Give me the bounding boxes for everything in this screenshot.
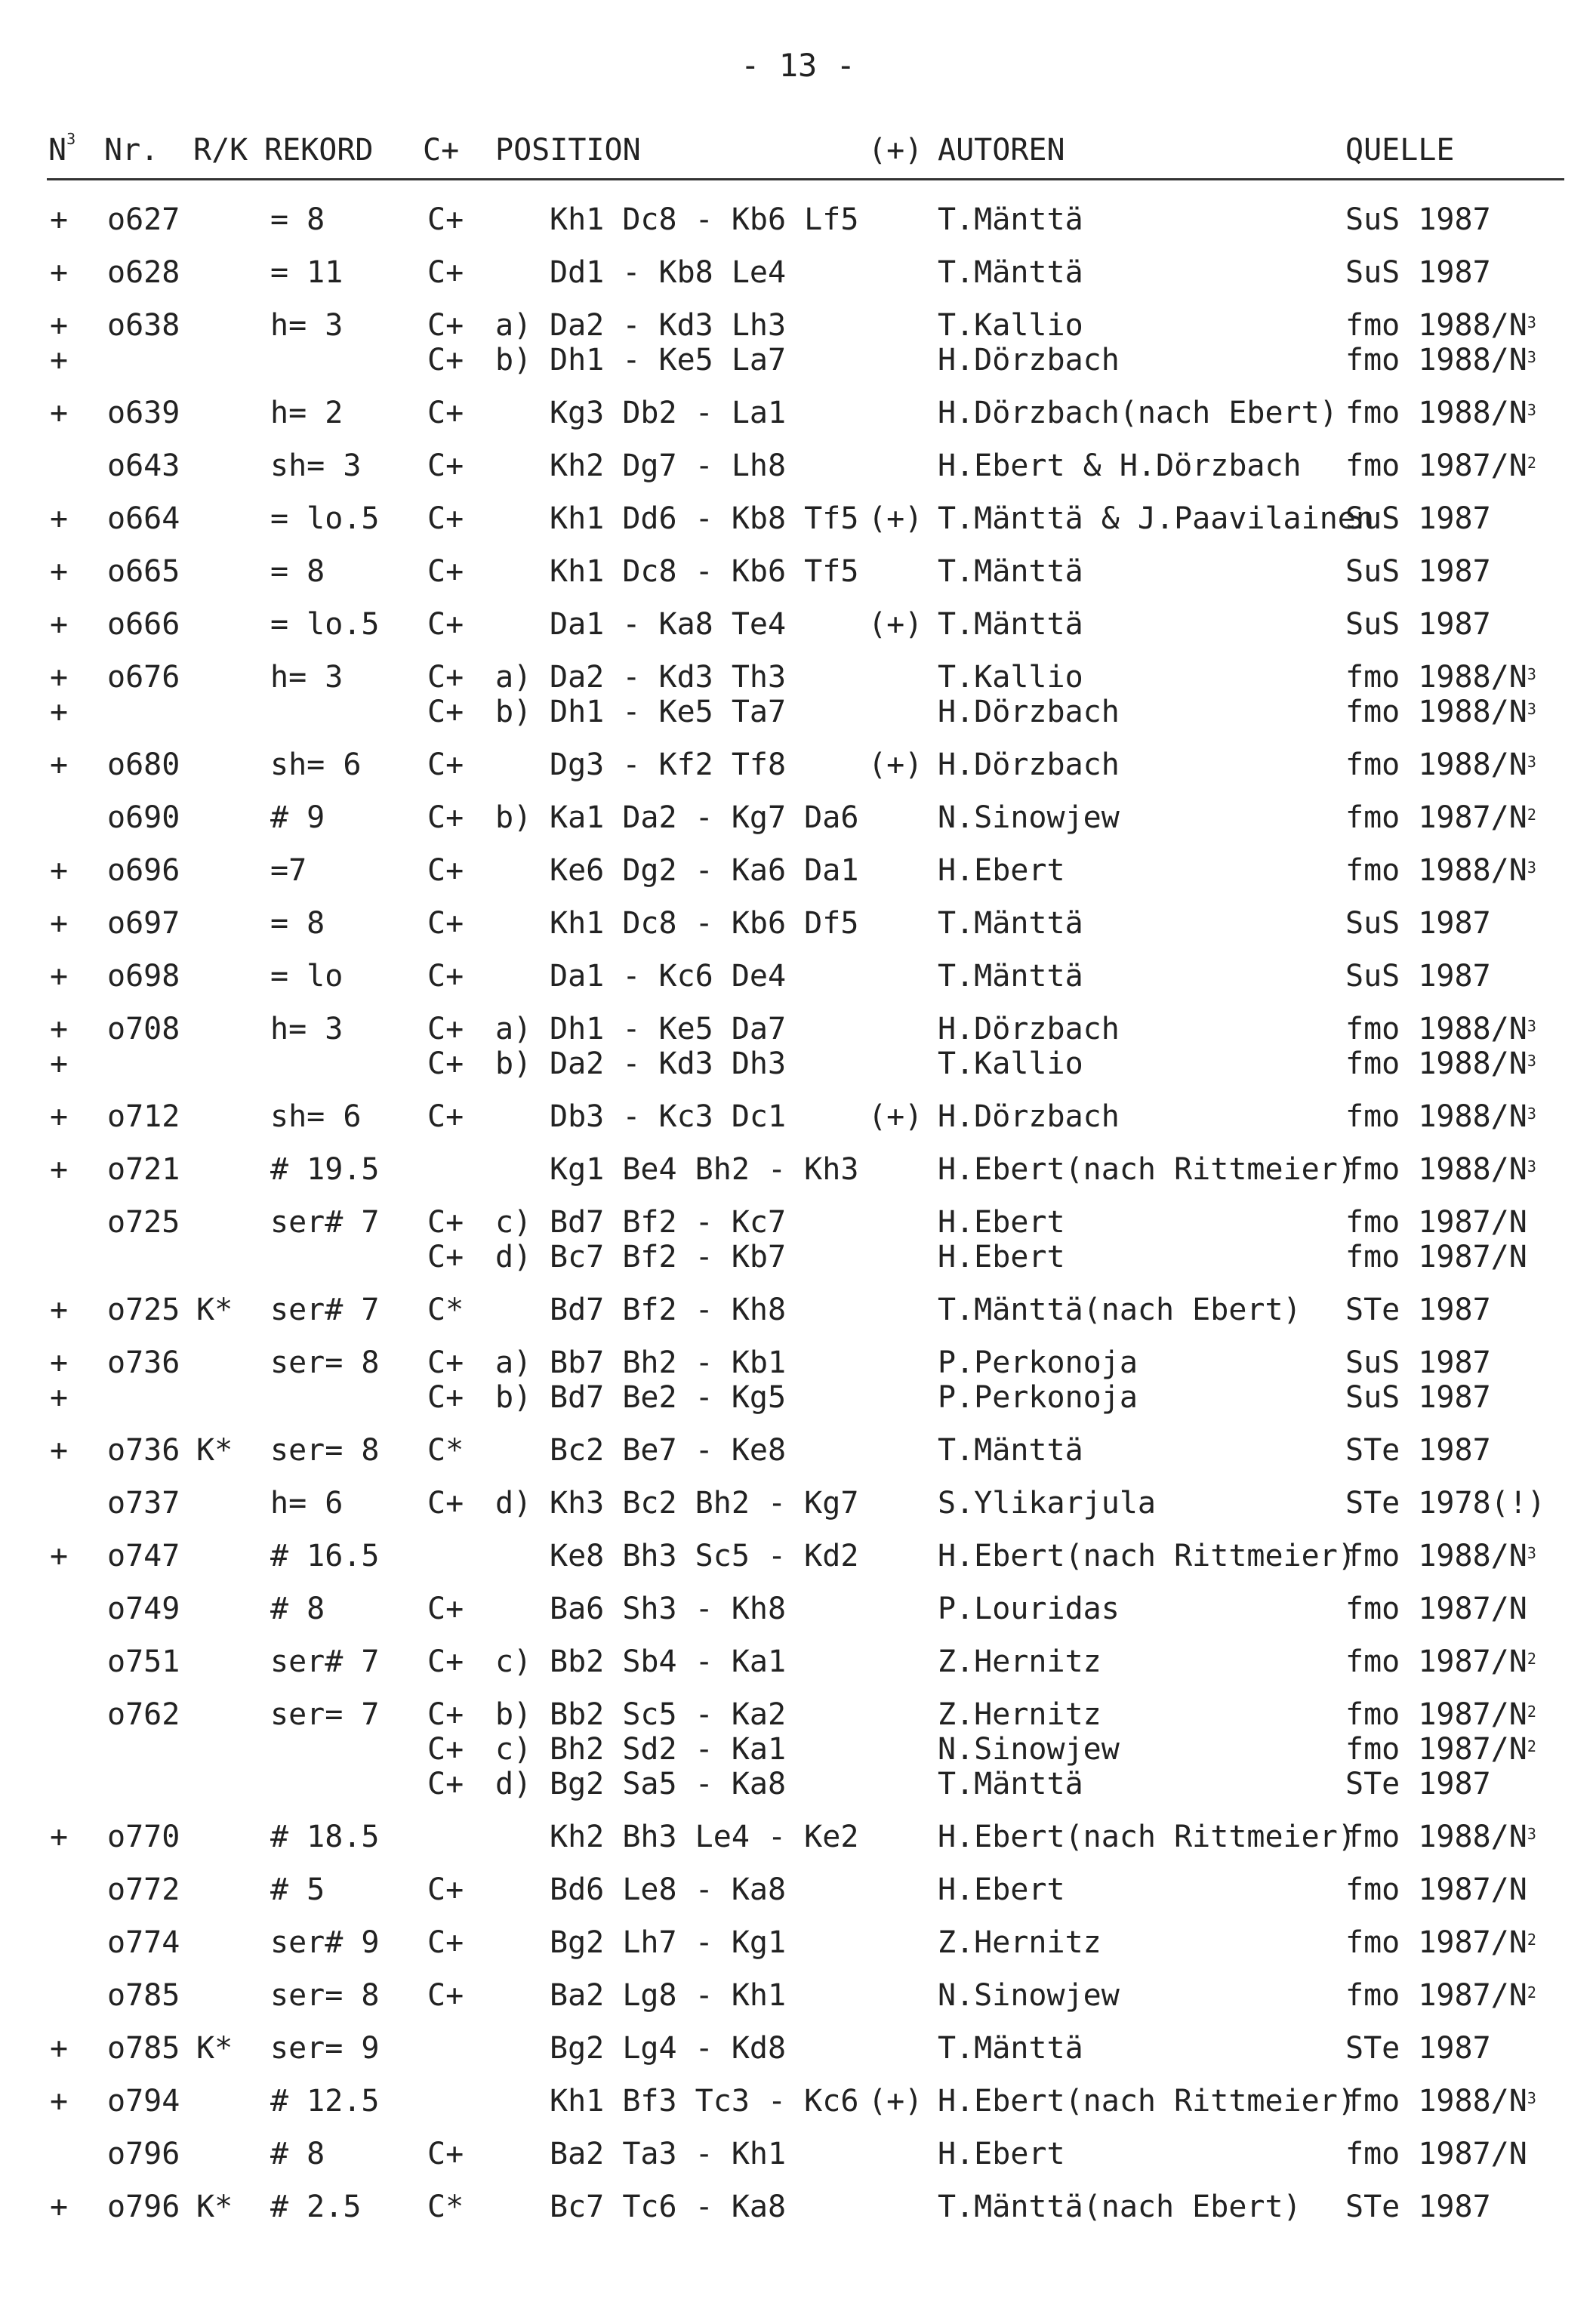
cell-nr: o747 (107, 1539, 180, 1573)
cell-rekord: # 9 (270, 800, 325, 835)
cell-cplus: C+ (427, 1767, 464, 1801)
cell-quelle: fmo $1988/N^3$ (1345, 695, 1536, 729)
cell-rekord: = 8 (270, 906, 325, 941)
cell-position: Ke8 Bh3 Sc5 - Kd2 (550, 1539, 859, 1573)
cell-nr: o725 (107, 1205, 180, 1240)
cell-plus: (+) (868, 1099, 923, 1134)
cell-cplus: C+ (427, 660, 464, 695)
cell-cplus: C* (427, 2190, 464, 2224)
cell-autoren: T.Mänttä(nach Ebert) (938, 1293, 1302, 1327)
cell-mark: + (50, 308, 69, 343)
cell-autoren: N.Sinowjew (938, 1732, 1120, 1767)
cell-mark: + (50, 1012, 69, 1046)
cell-cplus: C+ (427, 747, 464, 782)
cell-position: Bg2 Lg4 - Kd8 (550, 2031, 787, 2066)
cell-autoren: H.Ebert (938, 1240, 1065, 1274)
cell-mark: + (50, 1380, 69, 1415)
cell-nr: o696 (107, 853, 180, 888)
cell-nr: o762 (107, 1697, 180, 1732)
cell-autoren: H.Ebert(nach Rittmeier) (938, 2084, 1356, 2119)
cell-autoren: H.Dörzbach(nach Ebert) (938, 396, 1338, 430)
cell-cplus: C+ (427, 800, 464, 835)
cell-rekord: = lo (270, 959, 344, 994)
page-number: - 13 - (741, 47, 855, 84)
cell-cplus: C+ (427, 343, 464, 378)
cell-nr: o643 (107, 448, 180, 483)
cell-autoren: H.Dörzbach (938, 747, 1120, 782)
cell-rekord: # 18.5 (270, 1820, 380, 1854)
cell-rekord: h= 2 (270, 396, 344, 430)
cell-rekord: # 12.5 (270, 2084, 380, 2119)
cell-quelle: fmo $1988/N^3$ (1345, 747, 1536, 782)
cell-autoren: H.Ebert (938, 853, 1065, 888)
cell-position: Kh3 Bc2 Bh2 - Kg7 (550, 1486, 859, 1521)
cell-rekord: = lo.5 (270, 501, 380, 536)
cell-quelle: fmo $1988/N^3$ (1345, 1099, 1536, 1134)
cell-autoren: H.Ebert (938, 2137, 1065, 2171)
cell-position: Dg3 - Kf2 Tf8 (550, 747, 787, 782)
cell-variant: b) (495, 1697, 532, 1732)
cell-nr: o721 (107, 1152, 180, 1187)
cell-cplus: C+ (427, 554, 464, 589)
cell-quelle: fmo $1987/N^2$ (1345, 1732, 1536, 1767)
cell-autoren: T.Mänttä(nach Ebert) (938, 2190, 1302, 2224)
cell-variant: b) (495, 695, 532, 729)
cell-quelle: SuS 1987 (1345, 202, 1491, 237)
cell-cplus: C+ (427, 202, 464, 237)
cell-autoren: T.Mänttä (938, 202, 1083, 237)
cell-mark: + (50, 2031, 69, 2066)
cell-mark: + (50, 202, 69, 237)
cell-quelle: SuS 1987 (1345, 607, 1491, 642)
cell-cplus: C+ (427, 1240, 464, 1274)
cell-quelle: fmo $1987/N^2$ (1345, 800, 1536, 835)
cell-autoren: T.Mänttä & J.Paavilainen (938, 501, 1374, 536)
cell-mark: + (50, 1433, 69, 1468)
cell-autoren: H.Dörzbach (938, 695, 1120, 729)
cell-position: Ba2 Lg8 - Kh1 (550, 1978, 787, 2013)
cell-mark: + (50, 396, 69, 430)
header-nr: Nr. (104, 133, 159, 168)
cell-nr: o770 (107, 1820, 180, 1854)
cell-variant: c) (495, 1644, 532, 1679)
cell-quelle: fmo $1987/N^2$ (1345, 1978, 1536, 2013)
cell-position: Bb2 Sb4 - Ka1 (550, 1644, 787, 1679)
cell-nr: o736 (107, 1345, 180, 1380)
cell-rekord: ser= 7 (270, 1697, 380, 1732)
cell-quelle: fmo 1987/N (1345, 1872, 1527, 1907)
cell-autoren: H.Ebert & H.Dörzbach (938, 448, 1302, 483)
cell-cplus: C+ (427, 1099, 464, 1134)
cell-cplus: C+ (427, 1345, 464, 1380)
cell-nr: o698 (107, 959, 180, 994)
cell-rekord: = 8 (270, 202, 325, 237)
cell-nr: o712 (107, 1099, 180, 1134)
cell-autoren: T.Kallio (938, 308, 1083, 343)
cell-cplus: C+ (427, 853, 464, 888)
cell-quelle: SuS 1987 (1345, 1345, 1491, 1380)
cell-autoren: H.Ebert (938, 1872, 1065, 1907)
cell-rekord: sh= 6 (270, 1099, 362, 1134)
cell-position: Bh2 Sd2 - Ka1 (550, 1732, 787, 1767)
cell-variant: b) (495, 1380, 532, 1415)
cell-autoren: H.Ebert(nach Rittmeier) (938, 1820, 1356, 1854)
cell-mark: + (50, 1820, 69, 1854)
cell-variant: b) (495, 800, 532, 835)
cell-nr: o628 (107, 255, 180, 290)
cell-nr: o785 (107, 2031, 180, 2066)
cell-rekord: = lo.5 (270, 607, 380, 642)
cell-autoren: T.Mänttä (938, 906, 1083, 941)
cell-cplus: C+ (427, 396, 464, 430)
cell-rekord: ser# 7 (270, 1205, 380, 1240)
cell-rekord: ser# 7 (270, 1644, 380, 1679)
header-n3: $N^3$ (48, 130, 76, 168)
cell-position: Kh1 Dc8 - Kb6 Df5 (550, 906, 859, 941)
header-plus: (+) (868, 133, 923, 168)
cell-nr: o772 (107, 1872, 180, 1907)
cell-quelle: SuS 1987 (1345, 906, 1491, 941)
cell-autoren: Z.Hernitz (938, 1925, 1101, 1960)
cell-cplus: C+ (427, 695, 464, 729)
cell-mark: + (50, 343, 69, 378)
cell-plus: (+) (868, 2084, 923, 2119)
cell-rekord: sh= 6 (270, 747, 362, 782)
header-cplus: C+ (423, 133, 460, 168)
cell-mark: + (50, 1152, 69, 1187)
cell-position: Bb2 Sc5 - Ka2 (550, 1697, 787, 1732)
cell-nr: o664 (107, 501, 180, 536)
cell-autoren: H.Dörzbach (938, 343, 1120, 378)
cell-nr: o690 (107, 800, 180, 835)
cell-autoren: T.Mänttä (938, 554, 1083, 589)
cell-mark: + (50, 607, 69, 642)
cell-mark: + (50, 1046, 69, 1081)
cell-quelle: STe 1987 (1345, 1293, 1491, 1327)
cell-rekord: h= 3 (270, 308, 344, 343)
cell-quelle: fmo $1987/N^2$ (1345, 448, 1536, 483)
cell-position: Kh1 Dd6 - Kb8 Tf5 (550, 501, 859, 536)
cell-position: Da2 - Kd3 Th3 (550, 660, 787, 695)
cell-autoren: H.Ebert (938, 1205, 1065, 1240)
header-rule (47, 178, 1564, 180)
cell-mark: + (50, 906, 69, 941)
cell-position: Dd1 - Kb8 Le4 (550, 255, 787, 290)
cell-mark: + (50, 959, 69, 994)
cell-position: Bg2 Sa5 - Ka8 (550, 1767, 787, 1801)
cell-mark: + (50, 747, 69, 782)
cell-rekord: ser= 8 (270, 1433, 380, 1468)
cell-nr: o796 (107, 2137, 180, 2171)
cell-rekord: h= 3 (270, 1012, 344, 1046)
cell-rekord: # 5 (270, 1872, 325, 1907)
cell-quelle: fmo $1988/N^3$ (1345, 1046, 1536, 1081)
cell-quelle: fmo $1987/N^2$ (1345, 1644, 1536, 1679)
cell-mark: + (50, 660, 69, 695)
cell-quelle: STe 1987 (1345, 2031, 1491, 2066)
cell-quelle: fmo $1988/N^3$ (1345, 2084, 1536, 2119)
cell-mark: + (50, 2190, 69, 2224)
cell-variant: b) (495, 1046, 532, 1081)
cell-cplus: C+ (427, 1732, 464, 1767)
cell-rekord: h= 6 (270, 1486, 344, 1521)
cell-position: Da2 - Kd3 Dh3 (550, 1046, 787, 1081)
cell-rekord: h= 3 (270, 660, 344, 695)
cell-cplus: C+ (427, 1872, 464, 1907)
cell-nr: o794 (107, 2084, 180, 2119)
cell-nr: o725 (107, 1293, 180, 1327)
cell-mark: + (50, 853, 69, 888)
cell-position: Kh1 Dc8 - Kb6 Tf5 (550, 554, 859, 589)
cell-autoren: T.Mänttä (938, 1767, 1083, 1801)
cell-nr: o796 (107, 2190, 180, 2224)
cell-rekord: ser# 9 (270, 1925, 380, 1960)
cell-cplus: C+ (427, 1697, 464, 1732)
cell-autoren: H.Ebert(nach Rittmeier) (938, 1539, 1356, 1573)
cell-position: Kg1 Be4 Bh2 - Kh3 (550, 1152, 859, 1187)
cell-autoren: T.Mänttä (938, 959, 1083, 994)
cell-cplus: C* (427, 1433, 464, 1468)
cell-rk: K* (196, 2190, 233, 2224)
cell-position: Bb7 Bh2 - Kb1 (550, 1345, 787, 1380)
cell-plus: (+) (868, 501, 923, 536)
header-position: POSITION (495, 133, 641, 168)
cell-position: Bd7 Be2 - Kg5 (550, 1380, 787, 1415)
cell-mark: + (50, 554, 69, 589)
cell-cplus: C+ (427, 2137, 464, 2171)
cell-autoren: T.Kallio (938, 1046, 1083, 1081)
cell-rekord: ser= 8 (270, 1978, 380, 2013)
cell-cplus: C+ (427, 1592, 464, 1626)
cell-quelle: SuS 1987 (1345, 959, 1491, 994)
cell-nr: o627 (107, 202, 180, 237)
cell-position: Ka1 Da2 - Kg7 Da6 (550, 800, 859, 835)
cell-variant: b) (495, 343, 532, 378)
cell-cplus: C+ (427, 1486, 464, 1521)
cell-quelle: STe 1978(!) (1345, 1486, 1545, 1521)
cell-position: Bg2 Lh7 - Kg1 (550, 1925, 787, 1960)
cell-quelle: fmo $1988/N^3$ (1345, 853, 1536, 888)
cell-nr: o676 (107, 660, 180, 695)
cell-rekord: = 11 (270, 255, 344, 290)
cell-variant: c) (495, 1732, 532, 1767)
cell-cplus: C+ (427, 1978, 464, 2013)
cell-autoren: T.Mänttä (938, 607, 1083, 642)
cell-variant: d) (495, 1767, 532, 1801)
cell-quelle: fmo 1987/N (1345, 1205, 1527, 1240)
header-quelle: QUELLE (1345, 133, 1455, 168)
cell-rk: K* (196, 1293, 233, 1327)
cell-quelle: SuS 1987 (1345, 255, 1491, 290)
header-autoren: AUTOREN (938, 133, 1065, 168)
cell-position: Kg3 Db2 - La1 (550, 396, 787, 430)
cell-nr: o708 (107, 1012, 180, 1046)
cell-quelle: fmo 1987/N (1345, 1592, 1527, 1626)
cell-rekord: =7 (270, 853, 307, 888)
cell-position: Db3 - Kc3 Dc1 (550, 1099, 787, 1134)
cell-quelle: fmo $1987/N^2$ (1345, 1925, 1536, 1960)
cell-quelle: SuS 1987 (1345, 1380, 1491, 1415)
cell-cplus: C* (427, 1293, 464, 1327)
cell-quelle: fmo 1987/N (1345, 2137, 1527, 2171)
cell-rekord: ser# 7 (270, 1293, 380, 1327)
cell-position: Bd6 Le8 - Ka8 (550, 1872, 787, 1907)
cell-nr: o697 (107, 906, 180, 941)
cell-nr: o774 (107, 1925, 180, 1960)
cell-variant: c) (495, 1205, 532, 1240)
cell-autoren: T.Mänttä (938, 255, 1083, 290)
cell-position: Kh1 Bf3 Tc3 - Kc6 (550, 2084, 859, 2119)
cell-nr: o785 (107, 1978, 180, 2013)
cell-autoren: T.Kallio (938, 660, 1083, 695)
cell-nr: o639 (107, 396, 180, 430)
cell-autoren: N.Sinowjew (938, 800, 1120, 835)
cell-rekord: = 8 (270, 554, 325, 589)
cell-rk: K* (196, 2031, 233, 2066)
cell-position: Dh1 - Ke5 Ta7 (550, 695, 787, 729)
header-rekord: REKORD (264, 133, 374, 168)
cell-rekord: # 8 (270, 1592, 325, 1626)
cell-plus: (+) (868, 747, 923, 782)
cell-quelle: fmo $1988/N^3$ (1345, 1012, 1536, 1046)
cell-position: Kh2 Dg7 - Lh8 (550, 448, 787, 483)
header-rk: R/K (193, 133, 248, 168)
cell-position: Dh1 - Ke5 Da7 (550, 1012, 787, 1046)
cell-nr: o665 (107, 554, 180, 589)
cell-rekord: sh= 3 (270, 448, 362, 483)
cell-rekord: # 2.5 (270, 2190, 362, 2224)
cell-mark: + (50, 1099, 69, 1134)
cell-autoren: P.Perkonoja (938, 1345, 1138, 1380)
cell-quelle: fmo $1988/N^3$ (1345, 1152, 1536, 1187)
cell-variant: d) (495, 1240, 532, 1274)
cell-position: Ke6 Dg2 - Ka6 Da1 (550, 853, 859, 888)
cell-position: Bc7 Tc6 - Ka8 (550, 2190, 787, 2224)
cell-autoren: N.Sinowjew (938, 1978, 1120, 2013)
cell-autoren: H.Dörzbach (938, 1099, 1120, 1134)
cell-cplus: C+ (427, 607, 464, 642)
cell-position: Da1 - Kc6 De4 (550, 959, 787, 994)
cell-mark: + (50, 255, 69, 290)
cell-nr: o751 (107, 1644, 180, 1679)
cell-mark: + (50, 1345, 69, 1380)
cell-position: Da1 - Ka8 Te4 (550, 607, 787, 642)
cell-mark: + (50, 1539, 69, 1573)
cell-autoren: Z.Hernitz (938, 1697, 1101, 1732)
cell-position: Kh1 Dc8 - Kb6 Lf5 (550, 202, 859, 237)
cell-nr: o736 (107, 1433, 180, 1468)
cell-autoren: H.Ebert(nach Rittmeier) (938, 1152, 1356, 1187)
cell-rekord: # 8 (270, 2137, 325, 2171)
cell-variant: a) (495, 1345, 532, 1380)
cell-cplus: C+ (427, 448, 464, 483)
cell-cplus: C+ (427, 1380, 464, 1415)
cell-quelle: fmo $1988/N^3$ (1345, 396, 1536, 430)
cell-position: Ba2 Ta3 - Kh1 (550, 2137, 787, 2171)
cell-rekord: ser= 9 (270, 2031, 380, 2066)
cell-nr: o638 (107, 308, 180, 343)
cell-mark: + (50, 501, 69, 536)
cell-variant: a) (495, 308, 532, 343)
cell-cplus: C+ (427, 959, 464, 994)
cell-autoren: P.Perkonoja (938, 1380, 1138, 1415)
cell-variant: d) (495, 1486, 532, 1521)
cell-quelle: fmo $1988/N^3$ (1345, 1820, 1536, 1854)
cell-quelle: fmo $1988/N^3$ (1345, 1539, 1536, 1573)
cell-position: Kh2 Bh3 Le4 - Ke2 (550, 1820, 859, 1854)
cell-rk: K* (196, 1433, 233, 1468)
cell-variant: a) (495, 1012, 532, 1046)
cell-cplus: C+ (427, 1925, 464, 1960)
cell-plus: (+) (868, 607, 923, 642)
cell-quelle: fmo $1988/N^3$ (1345, 308, 1536, 343)
cell-rekord: # 19.5 (270, 1152, 380, 1187)
cell-autoren: T.Mänttä (938, 2031, 1083, 2066)
cell-cplus: C+ (427, 1046, 464, 1081)
cell-quelle: STe 1987 (1345, 1767, 1491, 1801)
cell-nr: o666 (107, 607, 180, 642)
cell-quelle: STe 1987 (1345, 1433, 1491, 1468)
cell-cplus: C+ (427, 255, 464, 290)
cell-autoren: P.Louridas (938, 1592, 1120, 1626)
cell-autoren: S.Ylikarjula (938, 1486, 1156, 1521)
cell-quelle: STe 1987 (1345, 2190, 1491, 2224)
cell-quelle: fmo $1988/N^3$ (1345, 343, 1536, 378)
cell-position: Dh1 - Ke5 La7 (550, 343, 787, 378)
cell-quelle: SuS 1987 (1345, 554, 1491, 589)
cell-autoren: T.Mänttä (938, 1433, 1083, 1468)
cell-nr: o680 (107, 747, 180, 782)
cell-nr: o737 (107, 1486, 180, 1521)
cell-position: Ba6 Sh3 - Kh8 (550, 1592, 787, 1626)
cell-rekord: # 16.5 (270, 1539, 380, 1573)
cell-cplus: C+ (427, 1205, 464, 1240)
cell-autoren: H.Dörzbach (938, 1012, 1120, 1046)
cell-mark: + (50, 2084, 69, 2119)
cell-quelle: fmo $1988/N^3$ (1345, 660, 1536, 695)
cell-cplus: C+ (427, 308, 464, 343)
cell-position: Bc2 Be7 - Ke8 (550, 1433, 787, 1468)
cell-autoren: Z.Hernitz (938, 1644, 1101, 1679)
cell-quelle: fmo $1987/N^2$ (1345, 1697, 1536, 1732)
cell-nr: o749 (107, 1592, 180, 1626)
cell-variant: a) (495, 660, 532, 695)
cell-cplus: C+ (427, 1012, 464, 1046)
cell-quelle: fmo 1987/N (1345, 1240, 1527, 1274)
cell-quelle: SuS 1987 (1345, 501, 1491, 536)
cell-mark: + (50, 695, 69, 729)
cell-mark: + (50, 1293, 69, 1327)
cell-cplus: C+ (427, 906, 464, 941)
cell-cplus: C+ (427, 1644, 464, 1679)
cell-rekord: ser= 8 (270, 1345, 380, 1380)
cell-position: Da2 - Kd3 Lh3 (550, 308, 787, 343)
cell-cplus: C+ (427, 501, 464, 536)
cell-position: Bc7 Bf2 - Kb7 (550, 1240, 787, 1274)
cell-position: Bd7 Bf2 - Kh8 (550, 1293, 787, 1327)
cell-position: Bd7 Bf2 - Kc7 (550, 1205, 787, 1240)
